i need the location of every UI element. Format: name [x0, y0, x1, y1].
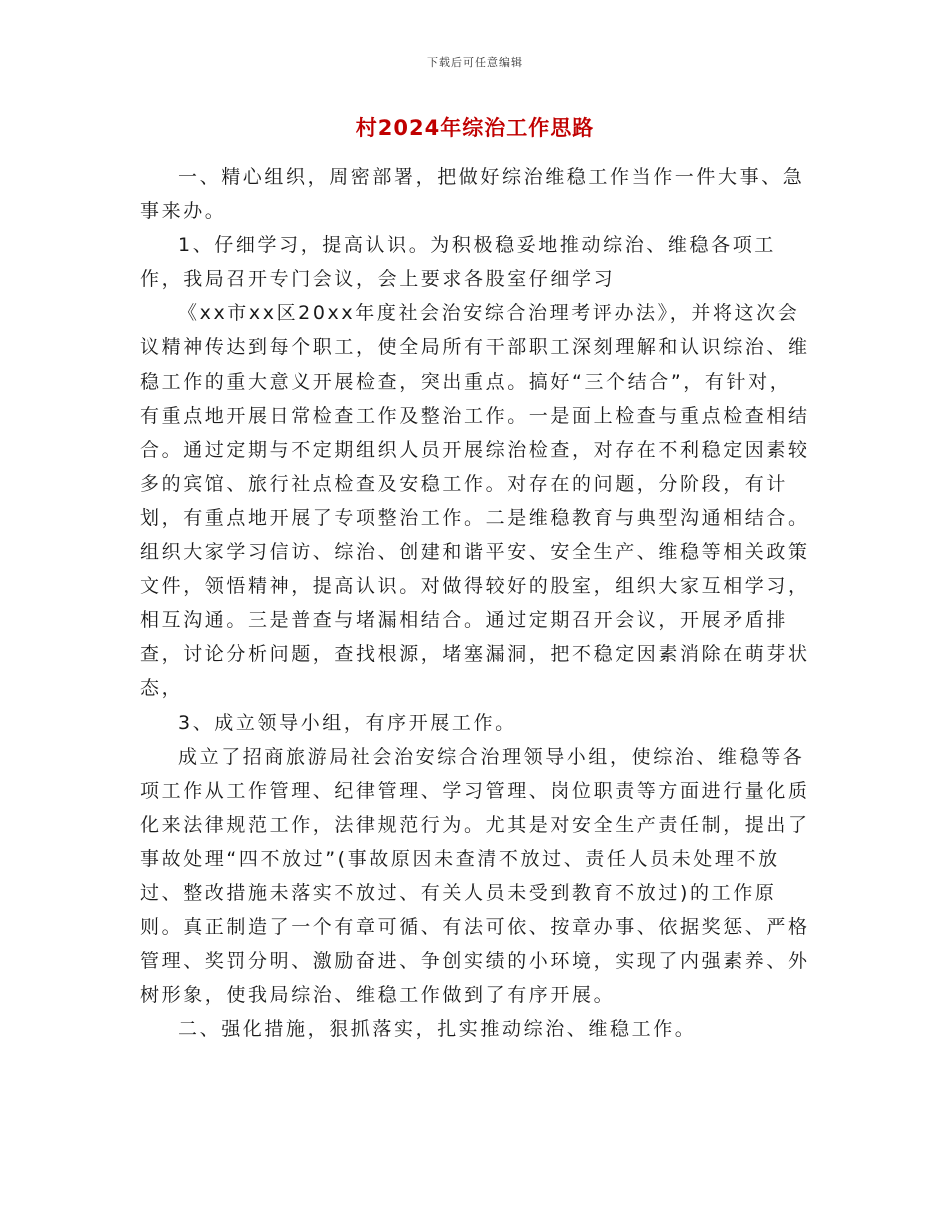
- document-body: [140, 160, 810, 1046]
- body-paragraph: 3、成立领导小组，有序开展工作。: [178, 711, 517, 734]
- page-header-note: 下载后可任意编辑: [427, 56, 523, 69]
- body-paragraph: 成立了招商旅游局社会治安综合治理领导小组，使综治、维稳等各项工作从工作管理、纪律管理、学习管理、岗位职责等方面进行量化质化来法律规范工作，法律规范行为。尤其是对安全生产责任制，提出了事故处理“四不放过”(事故原因未查清不放过、责任人员未处理不放过、整改措施未落实不放过、有关人员未受到教育不放过)的工作原则。真正制造了一个有章可循、有法可依、按章办事、依据奖惩、严格管理、奖罚分明、激励奋进、争创实绩的小环境，实现了内强素养、外树形象，使我局综治、维稳工作做到了有序开展。: [140, 745, 810, 1007]
- body-paragraph: 《xx市xx区20xx年度社会治安综合治理考评办法》，并将这次会议精神传达到每个职工，使全局所有干部职工深刻理解和认识综治、维稳工作的重大意义开展检查，突出重点。搞好“三个结合”，有针对，有重点地开展日常检查工作及整治工作。一是面上检查与重点检查相结合。通过定期与不定期组织人员开展综治检查，对存在不利稳定因素较多的宾馆、旅行社点检查及安稳工作。对存在的问题，分阶段，有计划，有重点地开展了专项整治工作。二是维稳教育与典型沟通相结合。组织大家学习信访、综治、创建和谐平安、安全生产、维稳等相关政策文件，领悟精神，提高认识。对做得较好的股室，组织大家互相学习，相互沟通。三是普查与堵漏相结合。通过定期召开会议，开展矛盾排查，讨论分析问题，查找根源，堵塞漏洞，把不稳定因素消除在萌芽状态，: [140, 302, 810, 700]
- body-paragraph: 二、强化措施，狠抓落实，扎实推动综治、维稳工作。: [178, 1018, 697, 1041]
- body-paragraph: 1、仔细学习，提高认识。为积极稳妥地推动综治、维稳各项工作，我局召开专门会议，会上要求各股室仔细学习: [140, 234, 776, 291]
- body-paragraph: 一、精心组织，周密部署，把做好综治维稳工作当作一件大事、急事来办。: [140, 166, 805, 223]
- document-title: 村2024年综治工作思路: [355, 116, 595, 140]
